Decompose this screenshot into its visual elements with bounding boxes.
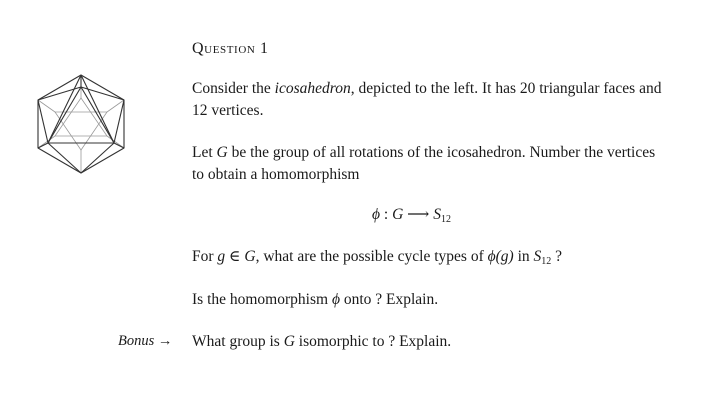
right-arrow-icon: → [157,333,173,349]
group-paragraph: Let G be the group of all rotations of the icosahedron. Number the vertices to obtain a homomorphism [192,144,656,183]
onto-question: Is the homomorphism ϕ onto ? Explain. [192,291,439,308]
isomorphism-question: What group is G isomorphic to ? Explain. [192,333,452,350]
icosahedron-icon [36,73,126,175]
bonus-label: Bonus → [118,333,173,349]
question-heading: Question 1 [192,40,269,57]
cycle-type-question: For g ∈ G, what are the possible cycle types of ϕ(g) in $S_{12}$ ? [192,248,563,267]
homomorphism-formula: ϕ : G ⟶ $S_{12}$ [372,206,452,225]
intro-paragraph: Consider the icosahedron, depicted to the left. It has 20 triangular faces and 12 vertices. [192,80,662,119]
icosahedron-term: icosahedron [274,80,351,97]
